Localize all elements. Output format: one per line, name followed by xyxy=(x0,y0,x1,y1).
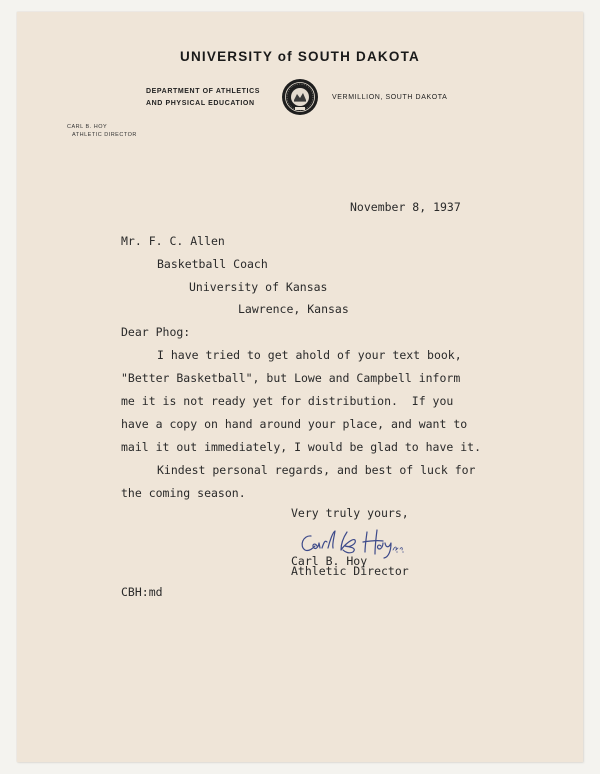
body-line: the coming season. xyxy=(121,486,246,500)
body-line: me it is not ready yet for distribution. If you xyxy=(121,394,454,408)
letterhead-person-title: ATHLETIC DIRECTOR xyxy=(72,132,137,138)
salutation: Dear Phog: xyxy=(121,325,191,339)
letterhead-city: VERMILLION, SOUTH DAKOTA xyxy=(332,94,448,101)
body-line: "Better Basketball", but Lowe and Campbell inform xyxy=(121,371,461,385)
department-line-2: AND PHYSICAL EDUCATION xyxy=(146,100,255,107)
signer-title: Athletic Director xyxy=(291,564,409,578)
body-line: have a copy on hand around your place, and want to xyxy=(121,417,468,431)
letterhead-person-name: CARL B. HOY xyxy=(67,124,108,130)
body-line: mail it out immediately, I would be glad to have it. xyxy=(121,440,482,454)
recipient-institution: University of Kansas xyxy=(189,280,328,294)
university-seal-icon xyxy=(281,78,319,116)
reference-initials: CBH:md xyxy=(121,585,163,599)
body-line: I have tried to get ahold of your text book, xyxy=(157,348,462,362)
recipient-city: Lawrence, Kansas xyxy=(238,302,349,316)
department-line-1: DEPARTMENT OF ATHLETICS xyxy=(146,88,260,95)
letterhead-department xyxy=(146,86,260,110)
closing: Very truly yours, xyxy=(291,506,409,520)
recipient-title: Basketball Coach xyxy=(157,257,268,271)
letterhead-person xyxy=(67,123,137,139)
body-line: Kindest personal regards, and best of luck for xyxy=(157,463,476,477)
recipient-name: Mr. F. C. Allen xyxy=(121,234,225,248)
signer-name: Carl B. Hoy xyxy=(291,554,368,568)
letter-date: November 8, 1937 xyxy=(350,200,461,214)
letterhead-title: UNIVERSITY of SOUTH DAKOTA xyxy=(180,49,420,64)
